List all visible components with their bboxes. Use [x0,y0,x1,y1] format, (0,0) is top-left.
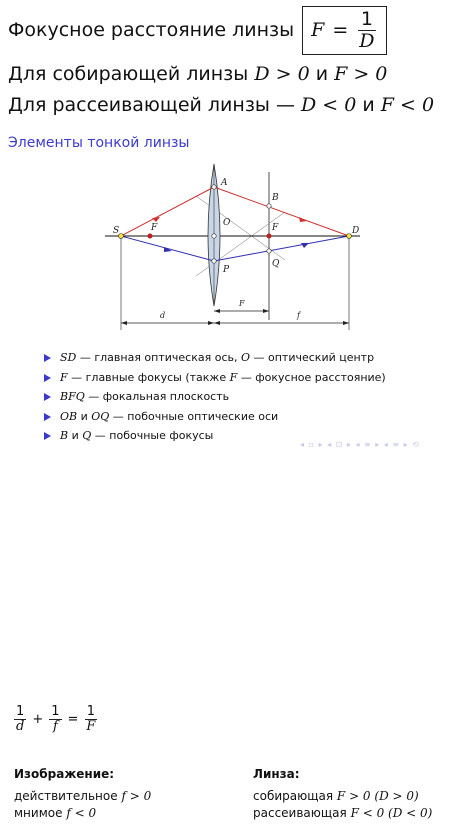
converging-cond-2: F > 0 [334,63,388,85]
dim-label-F: F [239,299,245,308]
formula-frac-F: $\frac{1}{F}$ [86,704,96,735]
formula-frac-f: $\frac{1}{f}$ [51,704,60,735]
red-arrow-2 [299,217,307,222]
bullet-triangle-icon [44,413,51,421]
focal-length-denominator: D [359,29,375,52]
focal-length-line [8,6,387,55]
label-S: S [113,226,120,236]
point-A [212,185,216,189]
formula-eq: = [67,712,79,728]
slide-navigation-controls[interactable]: ◂ ▫ ▸ ◂ ⊡ ▸ ◂ ≡ ▸ ◂ ≡ ▸ ⟲ [300,440,420,449]
diverging-line [8,94,434,116]
bullet-triangle-icon [44,374,51,382]
diverging-cond-2: F < 0 [380,94,435,116]
focal-length-formula-box [302,6,386,55]
point-O [212,234,216,238]
thin-lens-formula [14,705,97,735]
dim-F-arrow-right [263,309,269,313]
dim-d-arrow-right [208,321,214,325]
label-B: B [272,193,279,203]
point-S [119,234,124,239]
label-D: D [352,226,360,236]
section-title: Элементы тонкой линзы [8,135,190,151]
lens-diverging-line: рассеивающая F < 0 (D < 0) [253,806,433,820]
point-D [347,234,352,239]
focal-length-eq: = [332,19,349,42]
dim-label-f: f [297,311,300,320]
formula-plus: + [32,712,44,728]
blue-arrow-2 [301,243,309,248]
dim-F-arrow-left [214,309,220,313]
list-item: B и Q — побочные фокусы [42,426,386,446]
dim-f-arrow-left [214,321,220,325]
diverging-conj: и [362,94,375,116]
list-item: F — главные фокусы (также F — фокусное расстояние) [42,368,386,388]
dim-f-arrow-right [343,321,349,325]
point-F-right [267,234,272,239]
focal-length-fraction [356,9,377,52]
point-B [267,204,271,208]
label-Q: Q [272,259,280,269]
formula-frac-d: $\frac{1}{d}$ [16,704,25,735]
bullet-triangle-icon [44,432,51,440]
image-virtual-line: мнимое f < 0 [14,806,97,820]
lens-column [253,767,432,822]
point-F-left [148,234,153,239]
list-item: BFQ — фокальная плоскость [42,387,386,407]
dim-label-d: d [160,311,166,320]
diverging-cond-1: D < 0 [301,94,357,116]
label-P: P [223,265,230,275]
label-O: O [223,218,231,228]
image-real-line: действительное f > 0 [14,789,152,803]
dim-d-arrow-left [121,321,127,325]
lens-elements-list [42,348,386,446]
label-A: A [221,178,228,188]
list-item: OB и OQ — побочные оптические оси [42,407,386,427]
point-Q [267,249,271,253]
point-P [212,259,216,263]
image-column [14,767,151,822]
focal-length-numerator: 1 [358,9,376,31]
image-column-title: Изображение: [14,767,115,781]
red-ray-in [121,187,214,236]
list-item: SD — главная оптическая ось, O — оптический центр [42,348,386,368]
label-F-left: F [151,223,158,233]
bullet-triangle-icon [44,393,51,401]
converging-text: Для собирающей линзы [8,63,249,85]
label-F-right: F [272,223,279,233]
converging-conj: и [315,63,329,85]
bullet-triangle-icon [44,354,51,362]
red-ray-out [214,187,349,236]
converging-cond-1: D > 0 [254,63,310,85]
lens-converging-line: собирающая F > 0 (D > 0) [253,789,419,803]
focal-length-label: Фокусное расстояние линзы [8,19,295,42]
diverging-text: Для рассеивающей линзы — [8,94,295,116]
thin-lens-diagram [0,160,461,335]
focal-length-lhs: F [311,19,325,42]
converging-line [8,63,387,85]
blue-ray-in [121,236,214,261]
lens-column-title: Линза: [253,767,300,781]
